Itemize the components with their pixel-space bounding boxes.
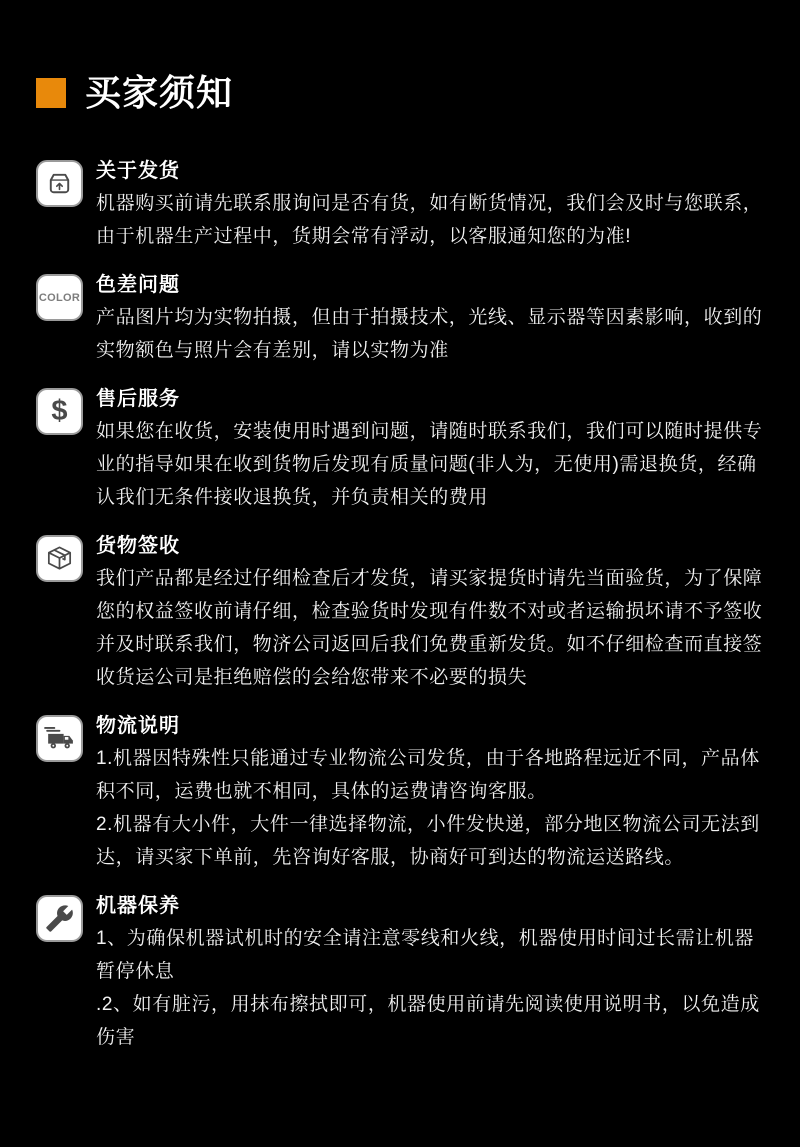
section-title: 售后服务 [96, 388, 180, 410]
section-content [96, 272, 768, 367]
section-title: 机器保养 [96, 895, 180, 917]
truck-icon [36, 715, 83, 762]
notice-section [36, 272, 770, 367]
notice-section [36, 893, 770, 1054]
section-text [96, 187, 768, 253]
section-title: 物流说明 [96, 715, 180, 737]
section-content [96, 713, 768, 874]
section-content [96, 533, 768, 694]
notice-section [36, 386, 770, 514]
section-text [96, 415, 768, 514]
page-header [0, 0, 800, 111]
section-title: 关于发货 [96, 160, 180, 182]
section-paragraph: 如果您在收货，安装使用时遇到问题，请随时联系我们，我们可以随时提供专业的指导如果在收到货物后发现有质量问题(非人为，无使用)需退换货，经确认我们无条件接收退换货，并负责相关的费用 [96, 421, 763, 508]
notice-section [36, 533, 770, 694]
page-title: 买家须知 [85, 72, 234, 113]
section-text [96, 301, 768, 367]
section-text [96, 742, 768, 874]
notice-section [36, 158, 770, 253]
orange-square-bullet [36, 78, 66, 108]
section-paragraph: 我们产品都是经过仔细检查后才发货，请买家提货时请先当面验货，为了保障您的权益签收前请仔细，检查验货时发现有件数不对或者运输损坏请不予签收并及时联系我们，物济公司返回后我们免费重新发货。如不仔细检查而直接签收货运公司是拒绝赔偿的会给您带来不必要的损失 [96, 568, 763, 688]
section-text [96, 562, 768, 694]
package-cube-icon [36, 535, 83, 582]
section-text [96, 922, 768, 1054]
section-paragraph: .2、如有脏污，用抹布擦拭即可，机器使用前请先阅读使用说明书，以免造成伤害 [96, 994, 760, 1048]
section-paragraph: 1、为确保机器试机时的安全请注意零线和火线，机器使用时间过长需让机器暂停休息 [96, 928, 754, 982]
dollar-icon [36, 388, 83, 435]
wrench-icon [36, 895, 83, 942]
section-paragraph: 2.机器有大小件，大件一律选择物流，小件发快递，部分地区物流公司无法到达，请买家下单前，先咨询好客服，协商好可到达的物流运送路线。 [96, 814, 760, 868]
section-title: 货物签收 [96, 535, 180, 557]
sections-list [0, 111, 800, 1054]
section-paragraph: 1.机器因特殊性只能通过专业物流公司发货，由于各地路程远近不同，产品体积不同，运费也就不相同，具体的运费请咨询客服。 [96, 748, 760, 802]
notice-section [36, 713, 770, 874]
color-swatch-icon-glyph: COLOR [38, 291, 81, 304]
dollar-icon-glyph: $ [51, 395, 68, 427]
shipping-box-icon [36, 160, 83, 207]
section-paragraph: 产品图片均为实物拍摄，但由于拍摄技术，光线、显示器等因素影响，收到的实物额色与照片会有差别，请以实物为准 [96, 307, 763, 361]
section-title: 色差问题 [96, 274, 180, 296]
section-paragraph: 机器购买前请先联系服询问是否有货，如有断货情况，我们会及时与您联系，由于机器生产过程中，货期会常有浮动，以客服通知您的为准! [96, 193, 763, 247]
color-swatch-icon [36, 274, 83, 321]
section-content [96, 158, 768, 253]
section-content [96, 893, 768, 1054]
section-content [96, 386, 768, 514]
